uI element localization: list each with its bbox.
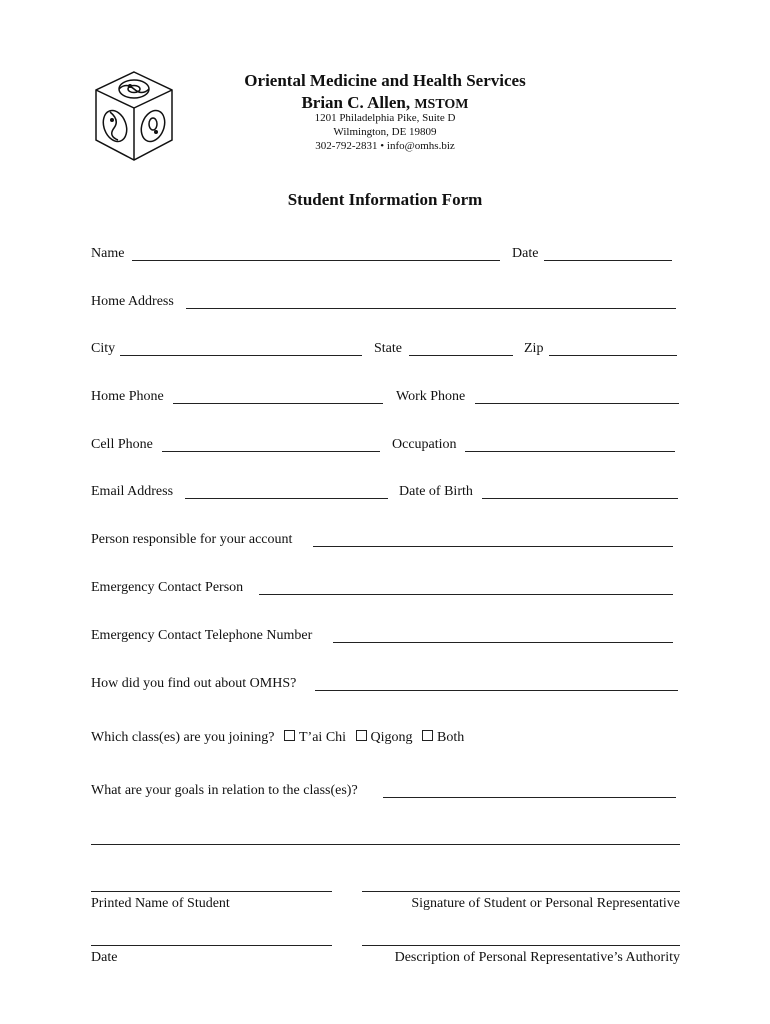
- printed-name-line[interactable]: [91, 891, 332, 892]
- option-qigong[interactable]: [356, 730, 413, 745]
- home-phone-field[interactable]: [173, 403, 383, 404]
- goals-question-label: What are your goals in relation to the class(es)?: [91, 783, 358, 798]
- person-responsible-label: Person responsible for your account: [91, 532, 293, 547]
- occupation-field[interactable]: [465, 451, 675, 452]
- practitioner-credential: MSTOM: [414, 97, 469, 112]
- classes-row: [91, 730, 464, 746]
- address-line-1: 1201 Philadelphia Pike, Suite D: [314, 112, 456, 124]
- option-taichi[interactable]: [284, 730, 346, 745]
- authority-label: Description of Personal Representative’s Authority: [394, 950, 680, 965]
- zip-field[interactable]: [549, 355, 677, 356]
- email-address-field[interactable]: [185, 498, 388, 499]
- classes-question-label: Which class(es) are you joining?: [91, 730, 275, 745]
- city-field[interactable]: [120, 355, 362, 356]
- home-phone-label: Home Phone: [91, 389, 164, 404]
- state-field[interactable]: [409, 355, 513, 356]
- authority-line[interactable]: [362, 945, 680, 946]
- signature-date-line[interactable]: [91, 945, 332, 946]
- how-found-label: How did you find out about OMHS?: [91, 676, 297, 691]
- org-name: Oriental Medicine and Health Services: [244, 71, 526, 90]
- option-both-label: Both: [437, 730, 465, 745]
- city-label: City: [91, 341, 116, 356]
- goals-field-extra-line[interactable]: [91, 844, 680, 845]
- emergency-contact-phone-field[interactable]: [333, 642, 673, 643]
- state-label: State: [374, 341, 402, 356]
- work-phone-label: Work Phone: [396, 389, 466, 404]
- goals-field[interactable]: [383, 797, 676, 798]
- date-of-birth-label: Date of Birth: [399, 484, 473, 499]
- zip-label: Zip: [524, 341, 544, 356]
- option-taichi-label: T’ai Chi: [299, 730, 347, 745]
- contact-line: 302-792-2831 • info@omhs.biz: [315, 140, 455, 152]
- taichi-checkbox[interactable]: [284, 730, 295, 741]
- name-field[interactable]: [132, 260, 500, 261]
- cell-phone-label: Cell Phone: [91, 437, 153, 452]
- qigong-checkbox[interactable]: [356, 730, 367, 741]
- date-of-birth-field[interactable]: [482, 498, 678, 499]
- printed-name-label: Printed Name of Student: [91, 896, 230, 911]
- signature-date-label: Date: [91, 950, 118, 965]
- occupation-label: Occupation: [392, 437, 457, 452]
- option-qigong-label: Qigong: [370, 730, 413, 745]
- how-found-field[interactable]: [315, 690, 678, 691]
- practitioner-name: Brian C. Allen,: [301, 93, 411, 112]
- date-field[interactable]: [544, 260, 672, 261]
- cell-phone-field[interactable]: [162, 451, 380, 452]
- name-label: Name: [91, 246, 125, 261]
- signature-label: Signature of Student or Personal Representative: [411, 896, 680, 911]
- email-address-label: Email Address: [91, 484, 174, 499]
- emergency-contact-phone-label: Emergency Contact Telephone Number: [91, 628, 313, 643]
- option-both[interactable]: [422, 730, 464, 745]
- form-title: Student Information Form: [287, 190, 483, 209]
- emergency-contact-person-field[interactable]: [259, 594, 673, 595]
- work-phone-field[interactable]: [475, 403, 679, 404]
- home-address-label: Home Address: [91, 294, 174, 309]
- date-label: Date: [512, 246, 539, 261]
- emergency-contact-person-label: Emergency Contact Person: [91, 580, 244, 595]
- signature-line[interactable]: [362, 891, 680, 892]
- both-checkbox[interactable]: [422, 730, 433, 741]
- person-responsible-field[interactable]: [313, 546, 673, 547]
- home-address-field[interactable]: [186, 308, 676, 309]
- address-line-2: Wilmington, DE 19809: [333, 126, 437, 138]
